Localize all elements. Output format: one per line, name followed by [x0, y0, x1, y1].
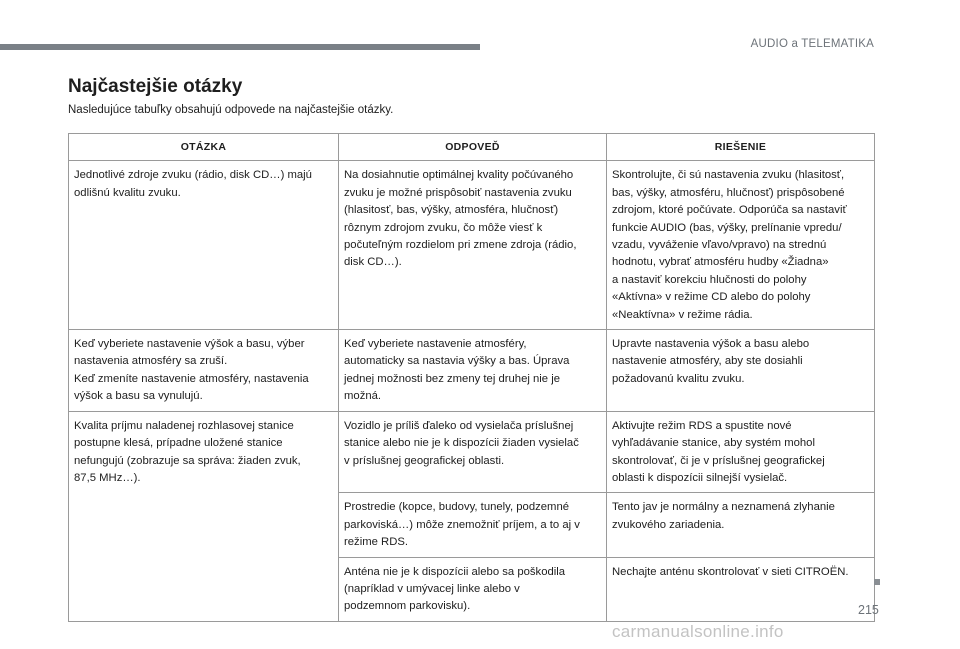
- solution-cell: Nechajte anténu skontrolovať v sieti CITROËN.: [607, 557, 875, 621]
- solution-cell: Skontrolujte, či sú nastavenia zvuku (hlasitosť, bas, výšky, atmosféru, hlučnosť) prispôsobené zdrojom, ktoré počúvate. Odporúča sa nastaviť funkcie AUDIO (bas, výšky, prelínanie vpredu/ vzadu, vyváženie vľavo/vpravo) na strednú hodnotu, vybrať atmosféru hudby «Žiadna» a nastaviť korekciu hlučnosti do polohy «Aktívna» v režime CD alebo do polohy «Neaktívna» v režime rádia.: [607, 161, 875, 330]
- faq-table: [68, 133, 875, 622]
- question-cell: Kvalita príjmu naladenej rozhlasovej stanice postupne klesá, prípadne uložené stanice nefungujú (zobrazuje sa správa: žiaden zvuk, 87,5 MHz…).: [69, 411, 339, 621]
- question-cell: Keď vyberiete nastavenie výšok a basu, výber nastavenia atmosféry sa zruší. Keď zmeníte nastavenie atmosféry, nastavenia výšok a basu sa vynulujú.: [69, 330, 339, 412]
- table-row: [69, 330, 875, 412]
- table-header-row: [69, 134, 875, 161]
- column-header-answer: ODPOVEĎ: [339, 134, 607, 161]
- intro-text: Nasledujúce tabuľky obsahujú odpovede na najčastejšie otázky.: [68, 104, 394, 116]
- table-row: [69, 411, 875, 493]
- answer-cell: Anténa nie je k dispozícii alebo sa poškodila (napríklad v umývacej linke alebo v podzemnom parkovisku).: [339, 557, 607, 621]
- answer-cell: Keď vyberiete nastavenie atmosféry, automaticky sa nastavia výšky a bas. Úprava jednej možnosti bez zmeny tej druhej nie je možná.: [339, 330, 607, 412]
- header-bar: [0, 44, 480, 50]
- solution-cell: Upravte nastavenia výšok a basu alebo nastavenie atmosféry, aby ste dosiahli požadovanú kvalitu zvuku.: [607, 330, 875, 412]
- page-heading: Najčastejšie otázky: [68, 76, 243, 97]
- page-marker-square: [874, 579, 880, 585]
- page-number: 215: [858, 603, 879, 617]
- answer-cell: Vozidlo je príliš ďaleko od vysielača príslušnej stanice alebo nie je k dispozícii žiaden vysielač v príslušnej geografickej oblasti.: [339, 411, 607, 493]
- question-cell: Jednotlivé zdroje zvuku (rádio, disk CD…) majú odlišnú kvalitu zvuku.: [69, 161, 339, 330]
- answer-cell: Prostredie (kopce, budovy, tunely, podzemné parkoviská…) môže znemožniť príjem, a to aj v režime RDS.: [339, 493, 607, 557]
- watermark: carmanualsonline.info: [612, 622, 784, 641]
- column-header-question: OTÁZKA: [69, 134, 339, 161]
- solution-cell: Tento jav je normálny a neznamená zlyhanie zvukového zariadenia.: [607, 493, 875, 557]
- answer-cell: Na dosiahnutie optimálnej kvality počúvaného zvuku je možné prispôsobiť nastavenia zvuku (hlasitosť, bas, výšky, atmosféra, hlučnosť) rôznym zdrojom zvuku, čo môže viesť k počuteľným rozdielom pri zmene zdroja (rádio, disk CD…).: [339, 161, 607, 330]
- section-title: AUDIO a TELEMATIKA: [750, 38, 874, 50]
- table-row: [69, 161, 875, 330]
- solution-cell: Aktivujte režim RDS a spustite nové vyhľadávanie stanice, aby systém mohol skontrolovať, či je v príslušnej geografickej oblasti k dispozícii silnejší vysielač.: [607, 411, 875, 493]
- column-header-solution: RIEŠENIE: [607, 134, 875, 161]
